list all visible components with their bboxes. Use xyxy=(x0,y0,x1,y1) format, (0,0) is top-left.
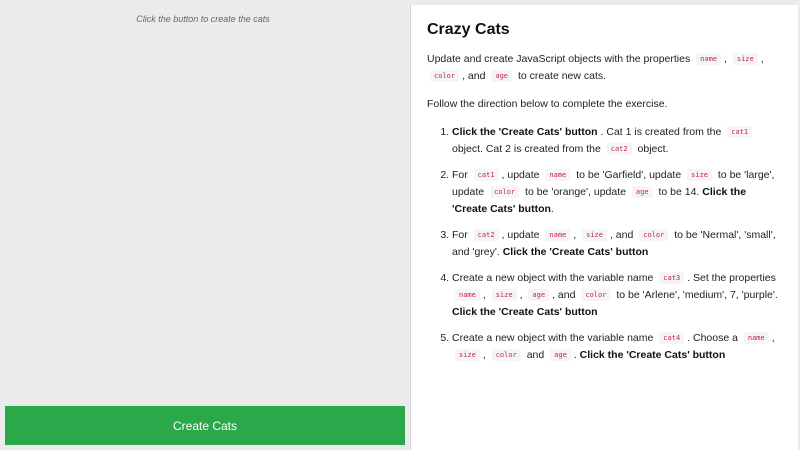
page-title: Crazy Cats xyxy=(427,21,510,38)
step-3 xyxy=(452,227,782,261)
code-name: name xyxy=(696,53,721,65)
code-age: age xyxy=(491,70,512,82)
code-name: name xyxy=(455,289,480,301)
code-color: color xyxy=(639,229,668,241)
step-4 xyxy=(452,270,782,321)
step-text: object. xyxy=(637,143,669,155)
intro-text: to create new cats. xyxy=(517,70,607,82)
code-name: name xyxy=(545,229,570,241)
intro-paragraph xyxy=(427,51,782,85)
code-color: color xyxy=(430,70,459,82)
code-age: age xyxy=(528,289,549,301)
code-color: color xyxy=(490,186,519,198)
code-cat2: cat2 xyxy=(607,143,632,155)
step-action: Click the 'Create Cats' button xyxy=(579,349,726,361)
step-text: , xyxy=(519,289,523,301)
code-cat1: cat1 xyxy=(727,126,752,138)
step-text: Create a new object with the variable name xyxy=(452,332,654,344)
step-text: , xyxy=(482,349,486,361)
code-cat2: cat2 xyxy=(474,229,499,241)
step-text: to be 'orange', update xyxy=(525,186,626,198)
code-color: color xyxy=(581,289,610,301)
step-text: to be 'large', update xyxy=(452,169,775,198)
steps-list xyxy=(427,124,782,364)
code-size: size xyxy=(492,289,517,301)
code-cat3: cat3 xyxy=(659,272,684,284)
code-color: color xyxy=(492,349,521,361)
code-size: size xyxy=(582,229,607,241)
code-cat1: cat1 xyxy=(474,169,499,181)
step-text: For xyxy=(452,229,468,241)
step-1 xyxy=(452,124,782,158)
intro-text: Update and create JavaScript objects with the properties xyxy=(427,53,691,65)
instructions-pane xyxy=(410,5,798,450)
step-text: , xyxy=(482,289,486,301)
create-cats-button[interactable]: Create Cats xyxy=(5,406,405,445)
step-text: , update xyxy=(501,169,540,181)
step-5 xyxy=(452,330,782,364)
step-text: Create a new object with the variable name xyxy=(452,272,654,284)
step-text: , and xyxy=(609,229,634,241)
code-age: age xyxy=(550,349,571,361)
step-text: to be 14. xyxy=(658,186,700,198)
step-text: , update xyxy=(501,229,540,241)
step-text: to be 'Nermal', 'small', and 'grey'. xyxy=(452,229,776,258)
intro-sep: , xyxy=(724,53,727,65)
step-action: Click the 'Create Cats' button xyxy=(452,126,598,138)
intro-sep: , and xyxy=(462,70,486,82)
step-text: , and xyxy=(552,289,576,301)
code-size: size xyxy=(733,53,758,65)
step-text: For xyxy=(452,169,468,181)
step-text: object. Cat 2 is created from the xyxy=(452,143,601,155)
step-action: Click the 'Create Cats' button xyxy=(452,186,747,215)
step-action: Click the 'Create Cats' button xyxy=(452,306,598,318)
step-text: , xyxy=(573,229,577,241)
step-text: to be 'Garfield', update xyxy=(576,169,682,181)
direction-text: Follow the direction below to complete the exercise. xyxy=(427,98,668,110)
code-name: name xyxy=(545,169,570,181)
step-2: 2. For cat1 , update name to be 'Garfield', update size to be 'large', update color to be 'orange', update age to be 14. Click the 'Create Cats' button. xyxy=(452,167,782,218)
step-text: . Choose a xyxy=(687,332,738,344)
step-text: . xyxy=(573,349,577,361)
step-text: . Cat 1 is created from the xyxy=(600,126,722,138)
step-action: Click the 'Create Cats' button xyxy=(502,246,649,258)
code-name: name xyxy=(744,332,769,344)
step-text: and xyxy=(526,349,545,361)
step-text: to be 'Arlene', 'medium', 7, 'purple'. xyxy=(616,289,778,301)
output-hint: Click the button to create the cats xyxy=(136,14,270,24)
code-size: size xyxy=(687,169,712,181)
code-size: size xyxy=(455,349,480,361)
code-cat4: cat4 xyxy=(659,332,684,344)
step-text: , xyxy=(771,332,775,344)
intro-sep: , xyxy=(760,53,764,65)
step-text: . Set the properties xyxy=(687,272,776,284)
code-age: age xyxy=(632,186,653,198)
